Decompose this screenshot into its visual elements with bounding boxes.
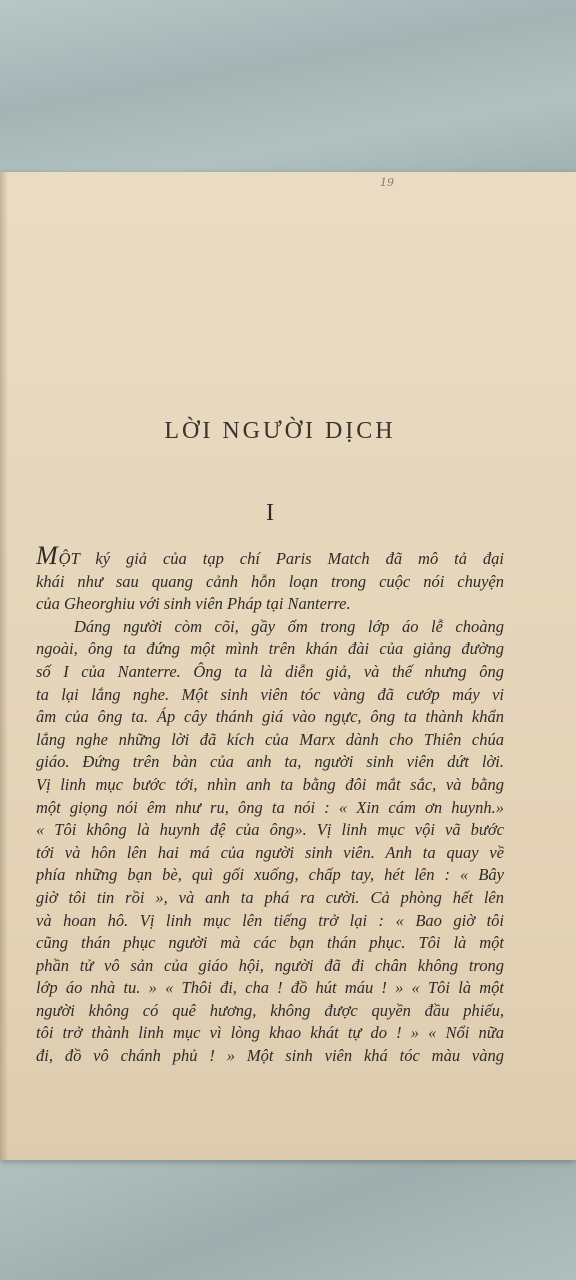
text-line: tới và hôn lên hai má của người sinh viên. Anh ta quay về [36, 842, 504, 862]
text-line: ta lại lắng nghe. Một sinh viên tóc vàng đã cướp máy vi [36, 684, 504, 704]
body-text [36, 546, 504, 1068]
text-line: giờ tôi tin rồi », và anh ta phá ra cười. Cả phòng hết lên [36, 887, 504, 907]
text-line: tôi trở thành linh mục vì lòng khao khát tự do ! » « Nổi nữa [36, 1023, 504, 1043]
text-line: « Tôi không là huynh đệ của ông». Vị linh mục vội vã bước [36, 820, 504, 840]
text-line: cũng thán phục người mà các bạn thán phục. Tôi là một [36, 933, 504, 953]
page-title: LỜI NGƯỜI DỊCH [164, 418, 396, 444]
text-line: phía những bạn bè, quì gối xuống, chấp tay, hét lên : « Bây [36, 865, 504, 885]
text-line: một giọng nói êm như ru, ông ta nói : « Xin cám ơn huynh.» [36, 797, 504, 817]
page-edge-shadow [0, 172, 8, 1160]
text-line: người không có quê hương, không được quyền đầu phiếu, [36, 1000, 504, 1020]
text-line: số I của Nanterre. Ông ta là diễn giả, và thế nhưng ông [36, 661, 504, 681]
text-line: MỘT ký giả của tạp chí Paris Match đã mô tả đại [36, 546, 504, 571]
page-mark: 19 [380, 176, 394, 189]
table-surface-top [0, 0, 576, 180]
text-line: Dáng người còm cõi, gầy ốm trong lớp áo lễ choàng [74, 616, 504, 636]
table-surface-bottom [0, 1150, 576, 1280]
text-line: khái như sau quang cảnh hỗn loạn trong cuộc nói chuyện [36, 571, 504, 591]
text-line: đi, đồ vô chánh phủ ! » Một sinh viên khá tóc màu vàng [36, 1046, 504, 1066]
text-line: của Gheorghiu với sinh viên Pháp tại Nanterre. [36, 594, 351, 614]
drop-cap: M [36, 546, 59, 570]
text-line: và hoan hô. Vị linh mục lên tiếng trở lại : « Bao giờ tôi [36, 910, 504, 930]
text-line: âm của ông ta. Áp cây thánh giá vào ngực, ông ta thành khẩn [36, 707, 504, 727]
text-line: ngoài, ông ta đứng một mình trên khán đài của giảng đường [36, 639, 504, 659]
text-line: Vị linh mục bước tới, nhìn anh ta bằng đôi mắt sắc, và bằng [36, 774, 504, 794]
text-line: giáo. Đứng trên bàn của anh ta, người sinh viên dứt lời. [36, 752, 504, 772]
text-line: phần tử vô sản của giáo hội, người đã đi chân không trong [36, 955, 504, 975]
text-line: lớp áo nhà tu. » « Thôi đi, cha ! đồ hút máu ! » « Tôi là một [36, 978, 504, 998]
text-line: lắng nghe những lời đã kích của Marx dành cho Thiên chúa [36, 729, 504, 749]
section-numeral: I [266, 500, 274, 526]
